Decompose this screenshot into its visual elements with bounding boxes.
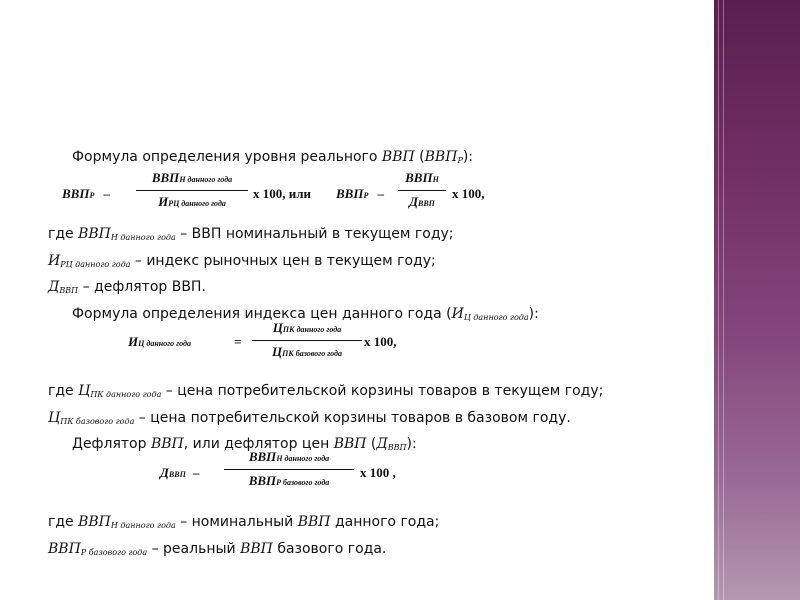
fraction-bar [136, 190, 248, 191]
formula1-fraction2 [398, 170, 446, 218]
text-fragment: Дефлятор [72, 436, 151, 452]
formula2-fraction [252, 320, 362, 368]
text-fragment: Р базового года [80, 548, 148, 557]
text-fragment: ВВП [48, 541, 81, 557]
fraction-part [252, 344, 362, 360]
text-fragment: И [128, 334, 139, 349]
text-fragment: базового года. [272, 541, 387, 557]
text-fragment: ВВП [248, 449, 277, 464]
text-fragment: ): [406, 436, 417, 452]
text-fragment: Ц данного года [463, 313, 529, 322]
text-fragment: ВВП [387, 443, 407, 452]
text-fragment: х 100, [452, 186, 485, 201]
fraction-part [136, 170, 248, 186]
formula1-fraction [136, 170, 248, 218]
text-fragment: Р базового года [276, 478, 330, 487]
text-fragment: – дефлятор ВВП. [78, 279, 206, 295]
text-fragment: Н [432, 175, 439, 184]
formula1-multiplier [253, 186, 311, 202]
paren: ): [462, 149, 474, 165]
text-fragment: х 100, или [253, 186, 312, 201]
fraction-part [252, 320, 362, 336]
text-fragment: х 100 [360, 465, 390, 480]
definition-basket-current [48, 382, 603, 404]
definition-nominal-gdp-current [48, 513, 439, 535]
text-fragment: И [451, 306, 464, 322]
text-fragment: ВВП [78, 514, 111, 530]
stripe [723, 0, 724, 600]
text-fragment: ВВП [59, 286, 79, 295]
text-fragment: , или дефлятор цен [183, 436, 334, 452]
text-fragment: – [103, 186, 111, 201]
text-fragment: ( [366, 436, 377, 452]
text-fragment: Ц [271, 344, 283, 359]
text-fragment: где [48, 226, 79, 242]
text-fragment: ПК данного года [90, 390, 162, 399]
text-fragment: Формула определения индекса цен данного года ( [72, 306, 452, 322]
text-fragment: Р [89, 191, 95, 200]
text-fragment: – цена потребительской корзины товаров в базовом году. [134, 410, 571, 426]
formula3-lhs [160, 465, 200, 481]
fraction-part [224, 449, 354, 465]
text-fragment: ВВП [240, 541, 273, 557]
formula2-multiplier [364, 334, 397, 350]
text-fragment: Д [376, 436, 388, 452]
text-fragment: ВВП [62, 186, 90, 201]
text-fragment: ПК базового года [60, 417, 135, 426]
text-fragment: данного года; [330, 514, 440, 530]
formula3-multiplier [360, 465, 396, 481]
text-fragment: Р [363, 191, 369, 200]
vvp-term: ВВП [424, 149, 458, 165]
text-fragment: РЦ данного года [168, 199, 226, 208]
text-fragment: ВВП [336, 186, 364, 201]
text-fragment: Д [160, 465, 169, 480]
intro-text: Формула определения уровня реального [72, 149, 382, 165]
text-fragment: – цена потребительской корзины товаров в текущем году; [161, 383, 604, 399]
side-decoration-panel [714, 0, 800, 600]
text-fragment: Ц данного года [138, 339, 191, 348]
text-fragment: ПК данного года [282, 325, 342, 334]
text-fragment: ВВП [248, 473, 277, 488]
subscript: Р [457, 156, 463, 165]
text-fragment: Ц [78, 383, 91, 399]
text-fragment: ВВП [297, 514, 331, 530]
text-fragment: = [234, 334, 242, 349]
text-fragment: Д [48, 279, 60, 295]
text-fragment: ВВП [417, 199, 435, 208]
intro-line [72, 148, 473, 170]
text-fragment: , [392, 465, 396, 480]
text-fragment: ВВП [78, 226, 111, 242]
text-fragment: И [158, 194, 169, 209]
definition-nominal-gdp [48, 225, 454, 247]
text-fragment: – индекс рыночных цен в текущем году; [130, 253, 436, 269]
fraction-bar [224, 469, 354, 470]
text-fragment: – [377, 186, 385, 201]
text-fragment: Н данного года [110, 521, 176, 530]
fraction-part [398, 170, 446, 186]
text-fragment: ВВП [151, 170, 180, 185]
text-fragment: ПК базового года [282, 349, 343, 358]
text-fragment: х 100, [364, 334, 397, 349]
text-fragment: ВВП [168, 470, 186, 479]
formula2-eq [234, 334, 241, 350]
text-fragment: – реальный [147, 541, 241, 557]
definition-basket-base [48, 409, 571, 431]
fraction-part [136, 194, 248, 210]
paren: ( [414, 149, 425, 165]
formula1-lhs [62, 186, 110, 202]
formula1-lhs2 [336, 186, 384, 202]
text-fragment: Д [409, 194, 418, 209]
formula2-lhs [128, 334, 191, 350]
formula3-fraction [224, 449, 354, 497]
text-fragment: ВВП [150, 436, 184, 452]
text-fragment: Ц [272, 320, 283, 335]
text-fragment: – номинальный [175, 514, 298, 530]
fraction-part [398, 194, 446, 210]
text-fragment: – ВВП номинальный в текущем году; [175, 226, 454, 242]
text-fragment: Н данного года [276, 454, 330, 463]
text-fragment: Н данного года [110, 233, 176, 242]
text-fragment: ВВП [405, 170, 433, 185]
text-fragment: ВВП [333, 436, 367, 452]
vvp-term: ВВП [381, 149, 415, 165]
text-fragment: где [48, 514, 79, 530]
formula1-multiplier2 [452, 186, 485, 202]
text-fragment: ): [528, 306, 539, 322]
fraction-bar [252, 340, 362, 341]
definition-real-gdp-base [48, 540, 386, 562]
fraction-part [224, 473, 354, 489]
text-fragment: – [193, 465, 200, 480]
text-fragment: РЦ данного года [60, 260, 131, 269]
text-fragment: И [48, 253, 61, 269]
fraction-bar [398, 190, 446, 191]
text-fragment: где [48, 383, 79, 399]
text-fragment: Ц [48, 410, 61, 426]
stripe [718, 0, 719, 600]
text-fragment: Н данного года [179, 175, 233, 184]
definition-market-price-index [48, 252, 436, 274]
definition-deflator [48, 278, 206, 300]
